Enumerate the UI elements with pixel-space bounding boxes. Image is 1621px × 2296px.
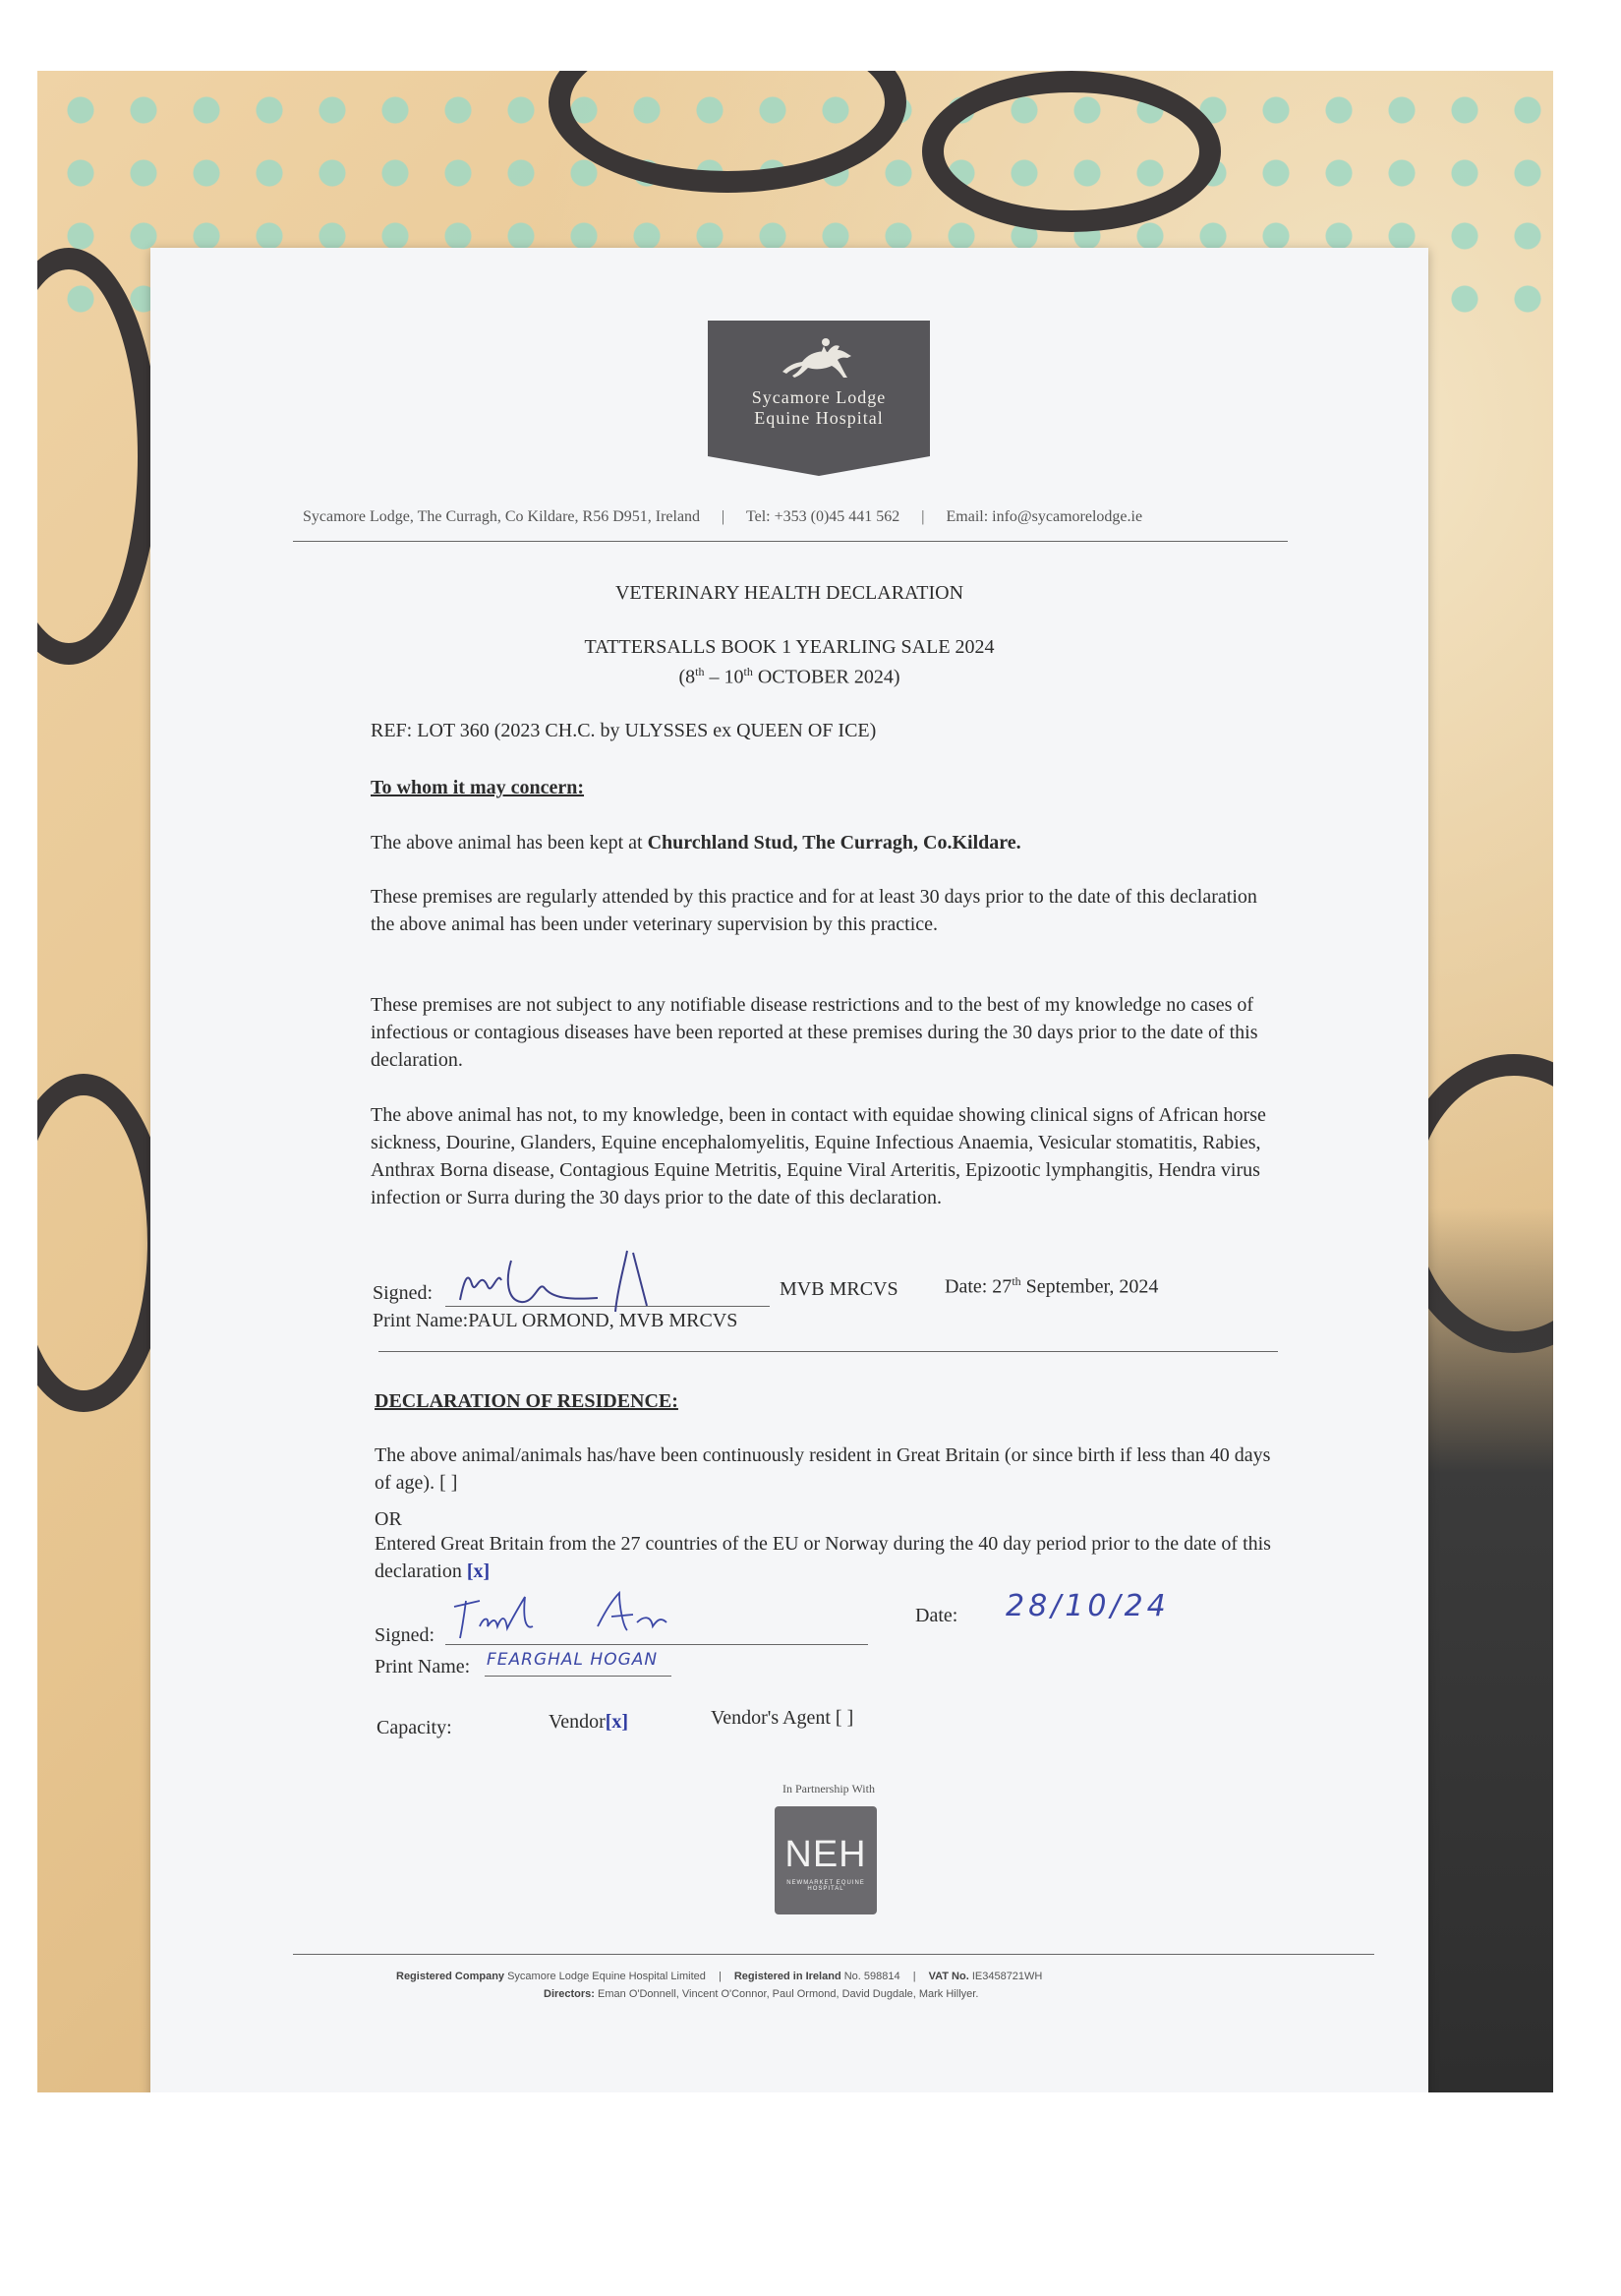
photo-background — [37, 71, 1553, 2092]
vendor-checkbox[interactable]: [x] — [605, 1711, 629, 1733]
vet-date-rest: September, 2024 — [1020, 1275, 1159, 1298]
footer-directors-value: Eman O'Donnell, Vincent O'Connor, Paul Ormond, David Dugdale, Mark Hillyer. — [598, 1988, 979, 2000]
footer-directors-label: Directors: — [544, 1988, 595, 2000]
sale-dates-mid: – 10 — [704, 666, 744, 688]
email-text: Email: info@sycamorelodge.ie — [946, 508, 1143, 525]
vendor-print-value: FEARGHAL HOGAN — [487, 1650, 659, 1670]
vendor-date-label: Date: — [915, 1605, 958, 1626]
footer-vat-value: IE3458721WH — [971, 1971, 1043, 1982]
residence-heading: DECLARATION OF RESIDENCE: — [375, 1390, 678, 1412]
residence-option-1-text: The above animal/animals has/have been continuously resident in Great Britain (or since birth if less than 40 days of age). — [375, 1444, 1271, 1494]
neh-logo-text: NEH — [784, 1834, 867, 1875]
sale-dates-close: OCTOBER 2024) — [752, 666, 900, 688]
capacity-label: Capacity: — [376, 1717, 452, 1738]
footer-registration: Registered Company Sycamore Lodge Equine Hospital Limited | Registered in Ireland No. 598814 | VAT No. IE3458721WH — [396, 1971, 1043, 1982]
kept-prefix: The above animal has been kept at — [371, 832, 648, 854]
separator: | — [722, 508, 725, 525]
sale-dates-open: (8 — [678, 666, 696, 688]
footer-ireland-value: No. 598814 — [843, 1971, 900, 1982]
sale-dates — [150, 665, 1428, 689]
kept-statement — [371, 832, 1021, 854]
residence-option-2-text: Entered Great Britain from the 27 countries of the EU or Norway during the 40 day period prior to the date of this declaration — [375, 1533, 1271, 1582]
vet-date — [945, 1274, 1158, 1299]
sycamore-lodge-logo — [708, 321, 930, 456]
logo-line-1: Sycamore Lodge — [751, 387, 887, 407]
footer-rule — [293, 1954, 1374, 1955]
vendor-agent-option: Vendor's Agent [ ] — [711, 1707, 854, 1729]
vendor-signed-label: Signed: — [375, 1624, 435, 1646]
vet-date-prefix: Date: 27 — [945, 1275, 1013, 1298]
sale-dates-sup: th — [695, 665, 705, 678]
lot-reference: REF: LOT 360 (2023 CH.C. by ULYSSES ex QUEEN OF ICE) — [371, 720, 877, 741]
vendor-print-line — [485, 1676, 671, 1677]
swirl-decoration — [37, 1074, 169, 1412]
swirl-decoration — [922, 71, 1221, 232]
paragraph-supervision: These premises are regularly attended by this practice and for at least 30 days prior to the date of this declaration the above animal has been under veterinary supervision by this practice. — [371, 886, 1257, 935]
section-divider — [378, 1351, 1278, 1352]
paragraph-contact: The above animal has not, to my knowledge, been in contact with equidae showing clinical signs of African horse sickness, Dourine, Glanders, Equine encephalomyelitis, Equine Infectious Anaemia, Vesicular stomatitis, Rabies, Anthrax Borna disease, Contagious Equine Metritis, Equine Viral Arteritis, Epizootic lymphangitis, Hendra virus infection or Surra during the 30 days prior to the date of this declaration. — [371, 1104, 1266, 1208]
neh-logo-subtitle: NEWMARKET EQUINE HOSPITAL — [786, 1880, 865, 1892]
neh-logo — [775, 1806, 877, 1914]
or-separator: OR — [375, 1508, 402, 1530]
residence-option-2-checkbox[interactable]: [x] — [466, 1560, 491, 1582]
header-rule — [293, 541, 1288, 542]
vet-signed-label: Signed: — [373, 1282, 434, 1304]
residence-option-1 — [375, 1442, 1279, 1497]
capacity-vendor — [549, 1711, 628, 1734]
vendor-option-label: Vendor — [549, 1711, 606, 1733]
logo-pennant-point — [708, 456, 930, 476]
address-text: Sycamore Lodge, The Curragh, Co Kildare, R56 D951, Ireland — [303, 508, 701, 525]
footer-ireland-label: Registered in Ireland — [733, 1971, 841, 1982]
footer-vat-label: VAT No. — [928, 1971, 969, 1982]
footer-directors — [544, 1988, 978, 2000]
footer-reg-label: Registered Company — [396, 1971, 505, 1982]
vet-print-name: Print Name:PAUL ORMOND, MVB MRCVS — [373, 1310, 738, 1331]
vet-signature — [450, 1241, 745, 1320]
sale-dates-sup: th — [743, 665, 753, 678]
residence-option-1-checkbox[interactable]: [ ] — [439, 1472, 458, 1494]
vendor-signature — [450, 1587, 706, 1646]
salutation: To whom it may concern: — [371, 777, 585, 798]
logo-line-2: Equine Hospital — [754, 408, 884, 428]
vet-qualification: MVB MRCVS — [780, 1278, 898, 1300]
kept-place: Churchland Stud, The Curragh, Co.Kildare. — [647, 832, 1021, 854]
vendor-date-value: 28/10/24 — [1006, 1589, 1170, 1623]
partnership-label: In Partnership With — [782, 1782, 875, 1796]
separator: | — [921, 508, 925, 525]
horse-and-jockey-icon — [775, 330, 863, 385]
footer-reg-value: Sycamore Lodge Equine Hospital Limited — [507, 1971, 706, 1982]
paragraph-premises: These premises are not subject to any notifiable disease restrictions and to the best of my knowledge no cases of infectious or contagious diseases have been reported at these premises during the 30 days prior to the date of this declaration. — [371, 994, 1258, 1071]
vet-date-sup: th — [1012, 1274, 1021, 1288]
telephone-text: Tel: +353 (0)45 441 562 — [745, 508, 900, 525]
residence-option-2 — [375, 1530, 1279, 1585]
sale-title: TATTERSALLS BOOK 1 YEARLING SALE 2024 — [584, 636, 995, 658]
declaration-paper — [150, 248, 1428, 2092]
document-heading: VETERINARY HEALTH DECLARATION — [614, 582, 964, 604]
vendor-print-label: Print Name: — [375, 1656, 471, 1678]
address-bar — [303, 508, 1286, 526]
